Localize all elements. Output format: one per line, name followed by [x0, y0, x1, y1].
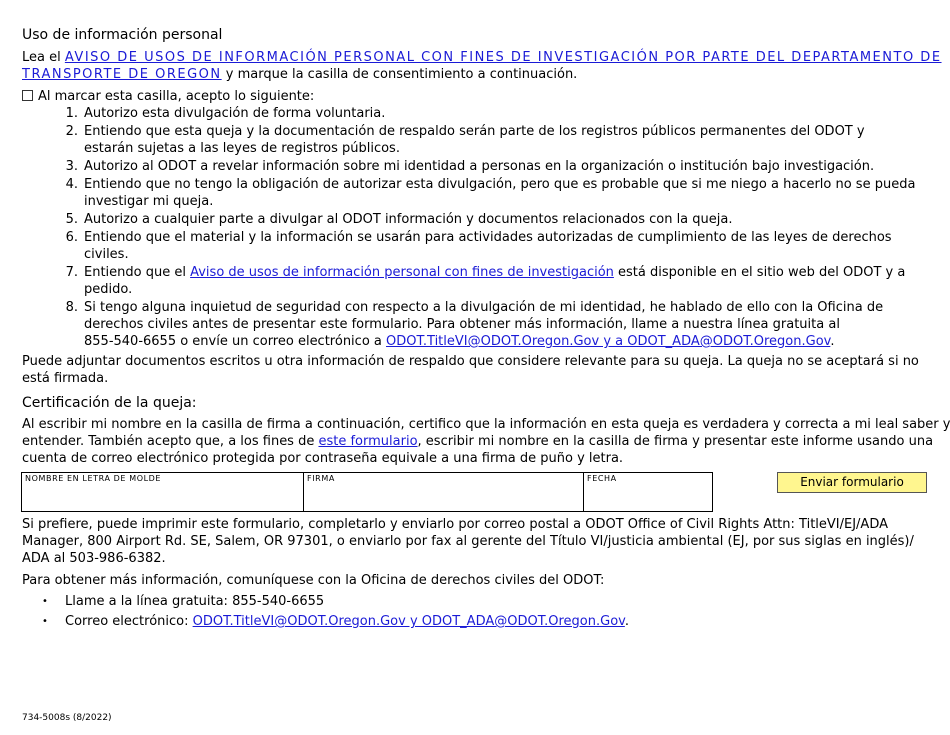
consent-item-2: 2. Entiendo que esta queja y la documentación de respaldo serán parte de los registros públicos permanentes del ODOT y estarán sujetas a las leyes de registros públicos. [65, 124, 865, 156]
date-input[interactable] [586, 485, 710, 509]
consent-item-6: 6. Entiendo que el material y la información se usarán para actividades autorizadas de cumplimiento de las leyes de derechos civiles. [65, 230, 892, 262]
signature-input[interactable] [306, 485, 581, 509]
form-code: 734-5008s (8/2022) [22, 713, 112, 723]
notice-link[interactable]: AVISO DE USOS DE INFORMACIÓN PERSONAL CON FINES DE INVESTIGACIÓN POR PARTE DEL DEPARTAMENTO DE [64, 50, 942, 65]
contact-list [22, 592, 629, 632]
consent-item-8: 8. Si tengo alguna inquietud de seguridad con respecto a la divulgación de mi identidad, he hablado de ello con la Oficina de derechos civiles antes de presentar este formulario. Para obtener más información, llame a nuestra línea gratuita al 855-540-6655 o envíe un correo electrónico a ODOT.TitleVI@ODOT.Oregon.Gov y a ODOT_ADA@ODOT.Oregon.Gov. [65, 300, 884, 349]
this-form-link[interactable]: este formulario [318, 434, 418, 449]
print-name-label: NOMBRE EN LETRA DE MOLDE [25, 474, 162, 483]
bullet-icon: • [42, 616, 48, 627]
intro-line-1 [22, 49, 942, 66]
section-title: Uso de información personal [22, 27, 223, 43]
mail-note: Si prefiere, puede imprimir este formulario, completarlo y enviarlo por correo postal a ODOT Office of Civil Rights Attn: TitleVI/EJ/ADA Manager, 800 Airport Rd. SE, Salem, OR 97301, o enviarlo por fax al gerente del Título VI/justicia ambiental (EJ, por sus siglas en inglés)/ ADA al 503-986-6382. [22, 517, 914, 566]
consent-checkbox-label: Al marcar esta casilla, acepto lo siguiente: [38, 89, 315, 104]
consent-checkbox-row[interactable] [22, 88, 314, 105]
contact-email-link[interactable]: ODOT.TitleVI@ODOT.Oregon.Gov y ODOT_ADA@ODOT.Oregon.Gov [192, 614, 625, 629]
contact-intro: Para obtener más información, comuníquese con la Oficina de derechos civiles del ODOT: [22, 573, 605, 588]
signature-label: FIRMA [307, 474, 335, 483]
print-name-cell [22, 473, 304, 511]
signature-fields [21, 472, 713, 512]
consent-item-4: 4. Entiendo que no tengo la obligación de autorizar esta divulgación, pero que es probable que si me niego a hacerlo no se pueda investigar mi queja. [65, 177, 916, 209]
consent-item-7: 7. Entiendo que el Aviso de usos de información personal con fines de investigación está disponible en el sitio web del ODOT y a pedido. [65, 265, 906, 297]
attach-note: Puede adjuntar documentos escritos u otra información de respaldo que considere relevante para su queja. La queja no se aceptará si no está firmada. [22, 354, 919, 386]
consent-item-5: 5. Autorizo a cualquier parte a divulgar al ODOT información y documentos relacionados con la queja. [65, 212, 733, 227]
investigation-notice-link[interactable]: Aviso de usos de información personal con fines de investigación [190, 265, 614, 280]
consent-item-3: 3. Autorizo al ODOT a revelar información sobre mi identidad a personas en la organización o institución bajo investigación. [65, 159, 875, 174]
consent-checkbox[interactable] [22, 90, 33, 101]
contact-phone: • Llame a la línea gratuita: 855-540-6655 [22, 592, 629, 612]
bullet-icon: • [42, 596, 48, 607]
consent-list [65, 105, 924, 350]
intro-suffix: y marque la casilla de consentimiento a continuación. [221, 67, 578, 82]
consent-item-1: 1. Autorizo esta divulgación de forma voluntaria. [65, 106, 386, 121]
submit-form-button[interactable]: Enviar formulario [777, 472, 927, 493]
civil-rights-email-link[interactable]: ODOT.TitleVI@ODOT.Oregon.Gov y a ODOT_ADA@ODOT.Oregon.Gov [386, 334, 831, 349]
date-cell [584, 473, 712, 511]
signature-cell [304, 473, 584, 511]
print-name-input[interactable] [24, 485, 301, 509]
date-label: FECHA [587, 474, 617, 483]
certification-text: Al escribir mi nombre en la casilla de firma a continuación, certifico que la información en esta queja es verdadera y correcta a mi leal saber y entender. También acepto que, a los fines de este formulario, escribir mi nombre en la casilla de firma y presentar este informe usando una cuenta de correo electrónico protegida por contraseña equivale a una firma de puño y letra. [22, 417, 950, 466]
intro-prefix: Lea el [22, 50, 65, 65]
notice-link-cont[interactable]: TRANSPORTE DE OREGON [22, 67, 222, 82]
intro-line-2 [22, 66, 577, 83]
certification-title: Certificación de la queja: [22, 395, 197, 411]
contact-email: • Correo electrónico: ODOT.TitleVI@ODOT.Oregon.Gov y ODOT_ADA@ODOT.Oregon.Gov. [22, 612, 629, 632]
